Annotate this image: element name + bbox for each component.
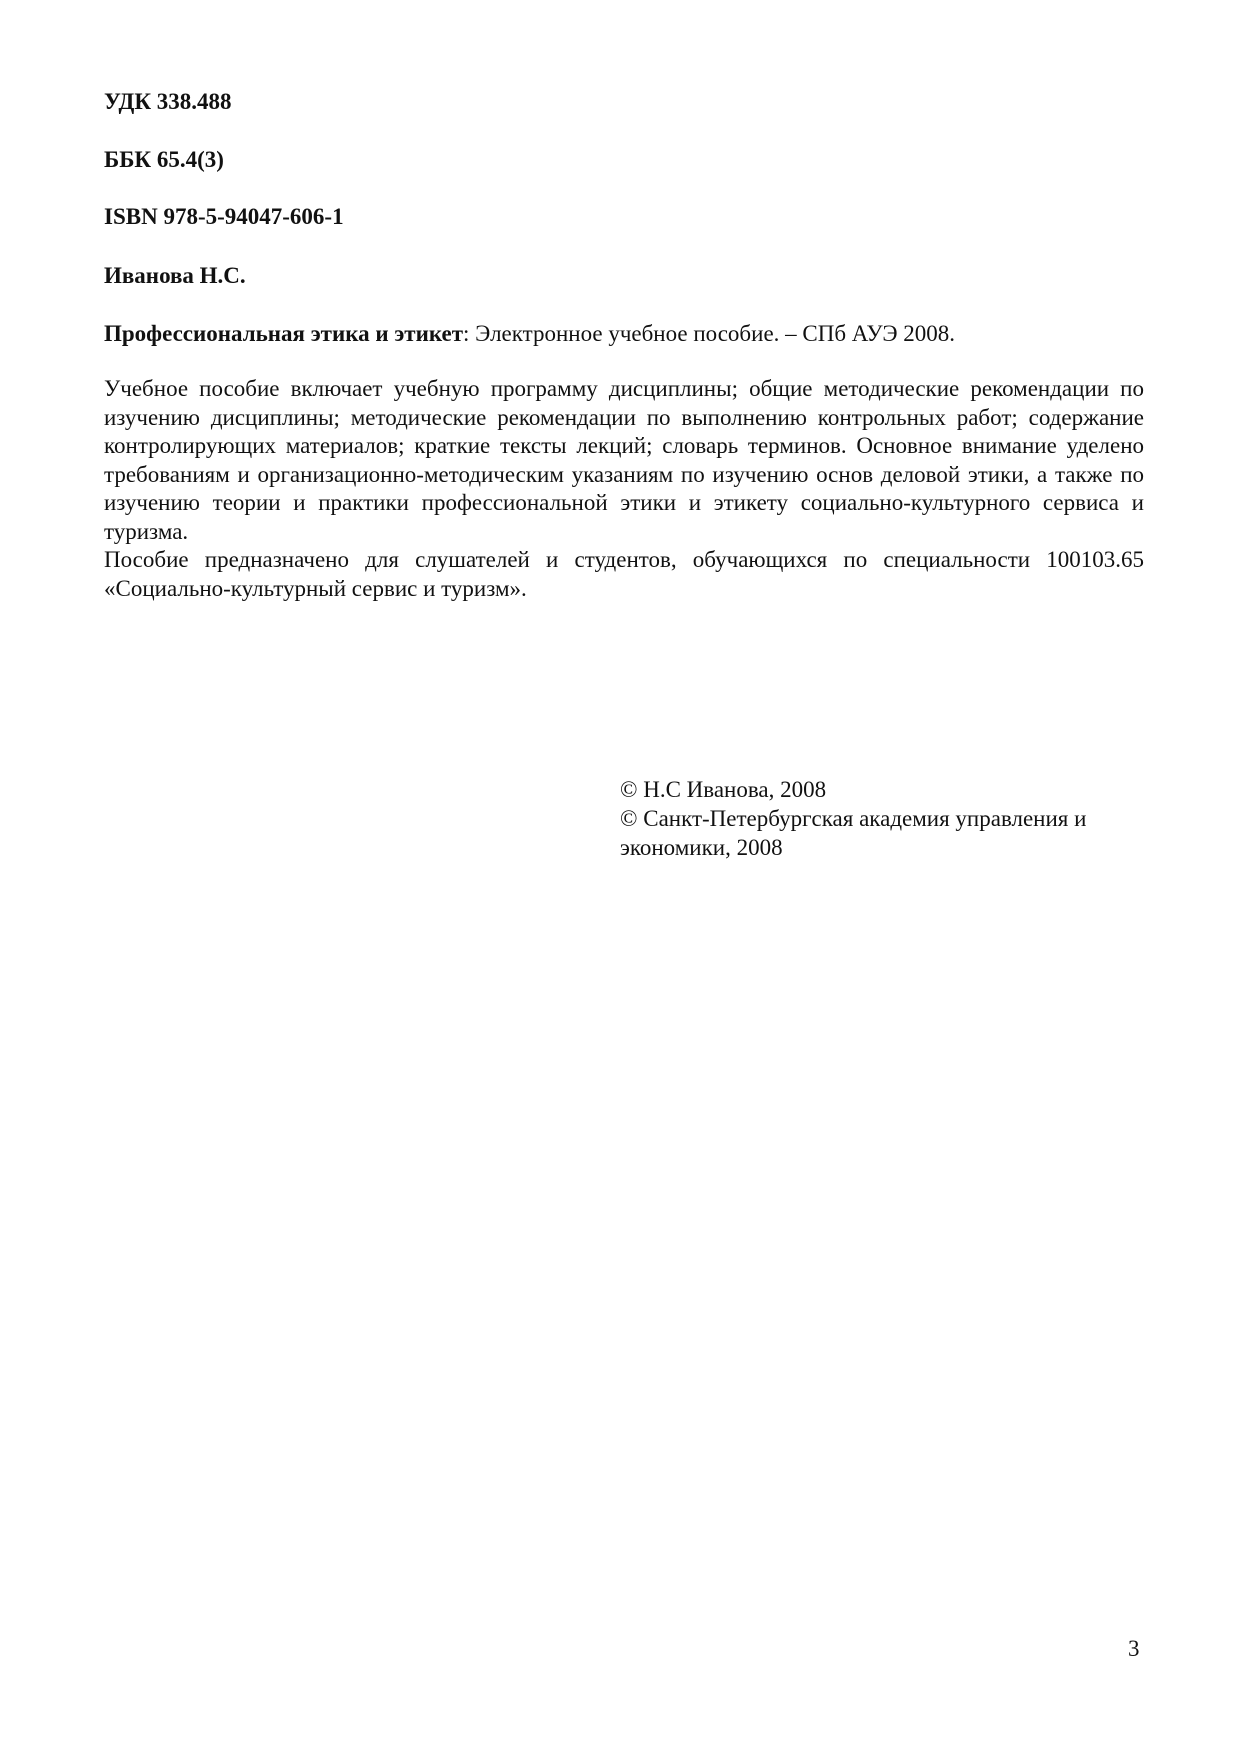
- page-number: 3: [1128, 1636, 1140, 1661]
- abstract-paragraph-1: Учебное пособие включает учебную программу дисциплины; общие методические рекомендации по изучению дисциплины; методические рекомендации по выполнению контрольных работ; содержание контролирующих материалов; краткие тексты лекций; словарь терминов. Основное внимание уделено требованиям и организационно-методическим указаниям по изучению основ деловой этики, а также по изучению теории и практики профессиональной этики и этикету социально-культурного сервиса и туризма.: [104, 376, 1144, 544]
- udk-code: УДК 338.488: [104, 89, 232, 114]
- isbn-code: ISBN 978-5-94047-606-1: [104, 204, 344, 229]
- book-title: Профессиональная этика и этикет: [104, 321, 464, 346]
- copyright-block: [620, 775, 1140, 862]
- abstract-paragraph-2: Пособие предназначено для слушателей и студентов, обучающихся по специальности 100103.65 «Социально-культурный сервис и туризм».: [104, 547, 1144, 601]
- copyright-author: © Н.С Иванова, 2008: [620, 777, 827, 802]
- copyright-publisher: © Санкт-Петербургская академия управления и экономики, 2008: [620, 806, 1087, 860]
- book-title-details: : Электронное учебное пособие. – СПб АУЭ 2008.: [463, 321, 956, 346]
- author-name: Иванова Н.С.: [104, 263, 246, 288]
- abstract: [104, 375, 1144, 603]
- bibliographic-title: [104, 320, 1144, 348]
- bbk-code: ББК 65.4(3): [104, 147, 224, 172]
